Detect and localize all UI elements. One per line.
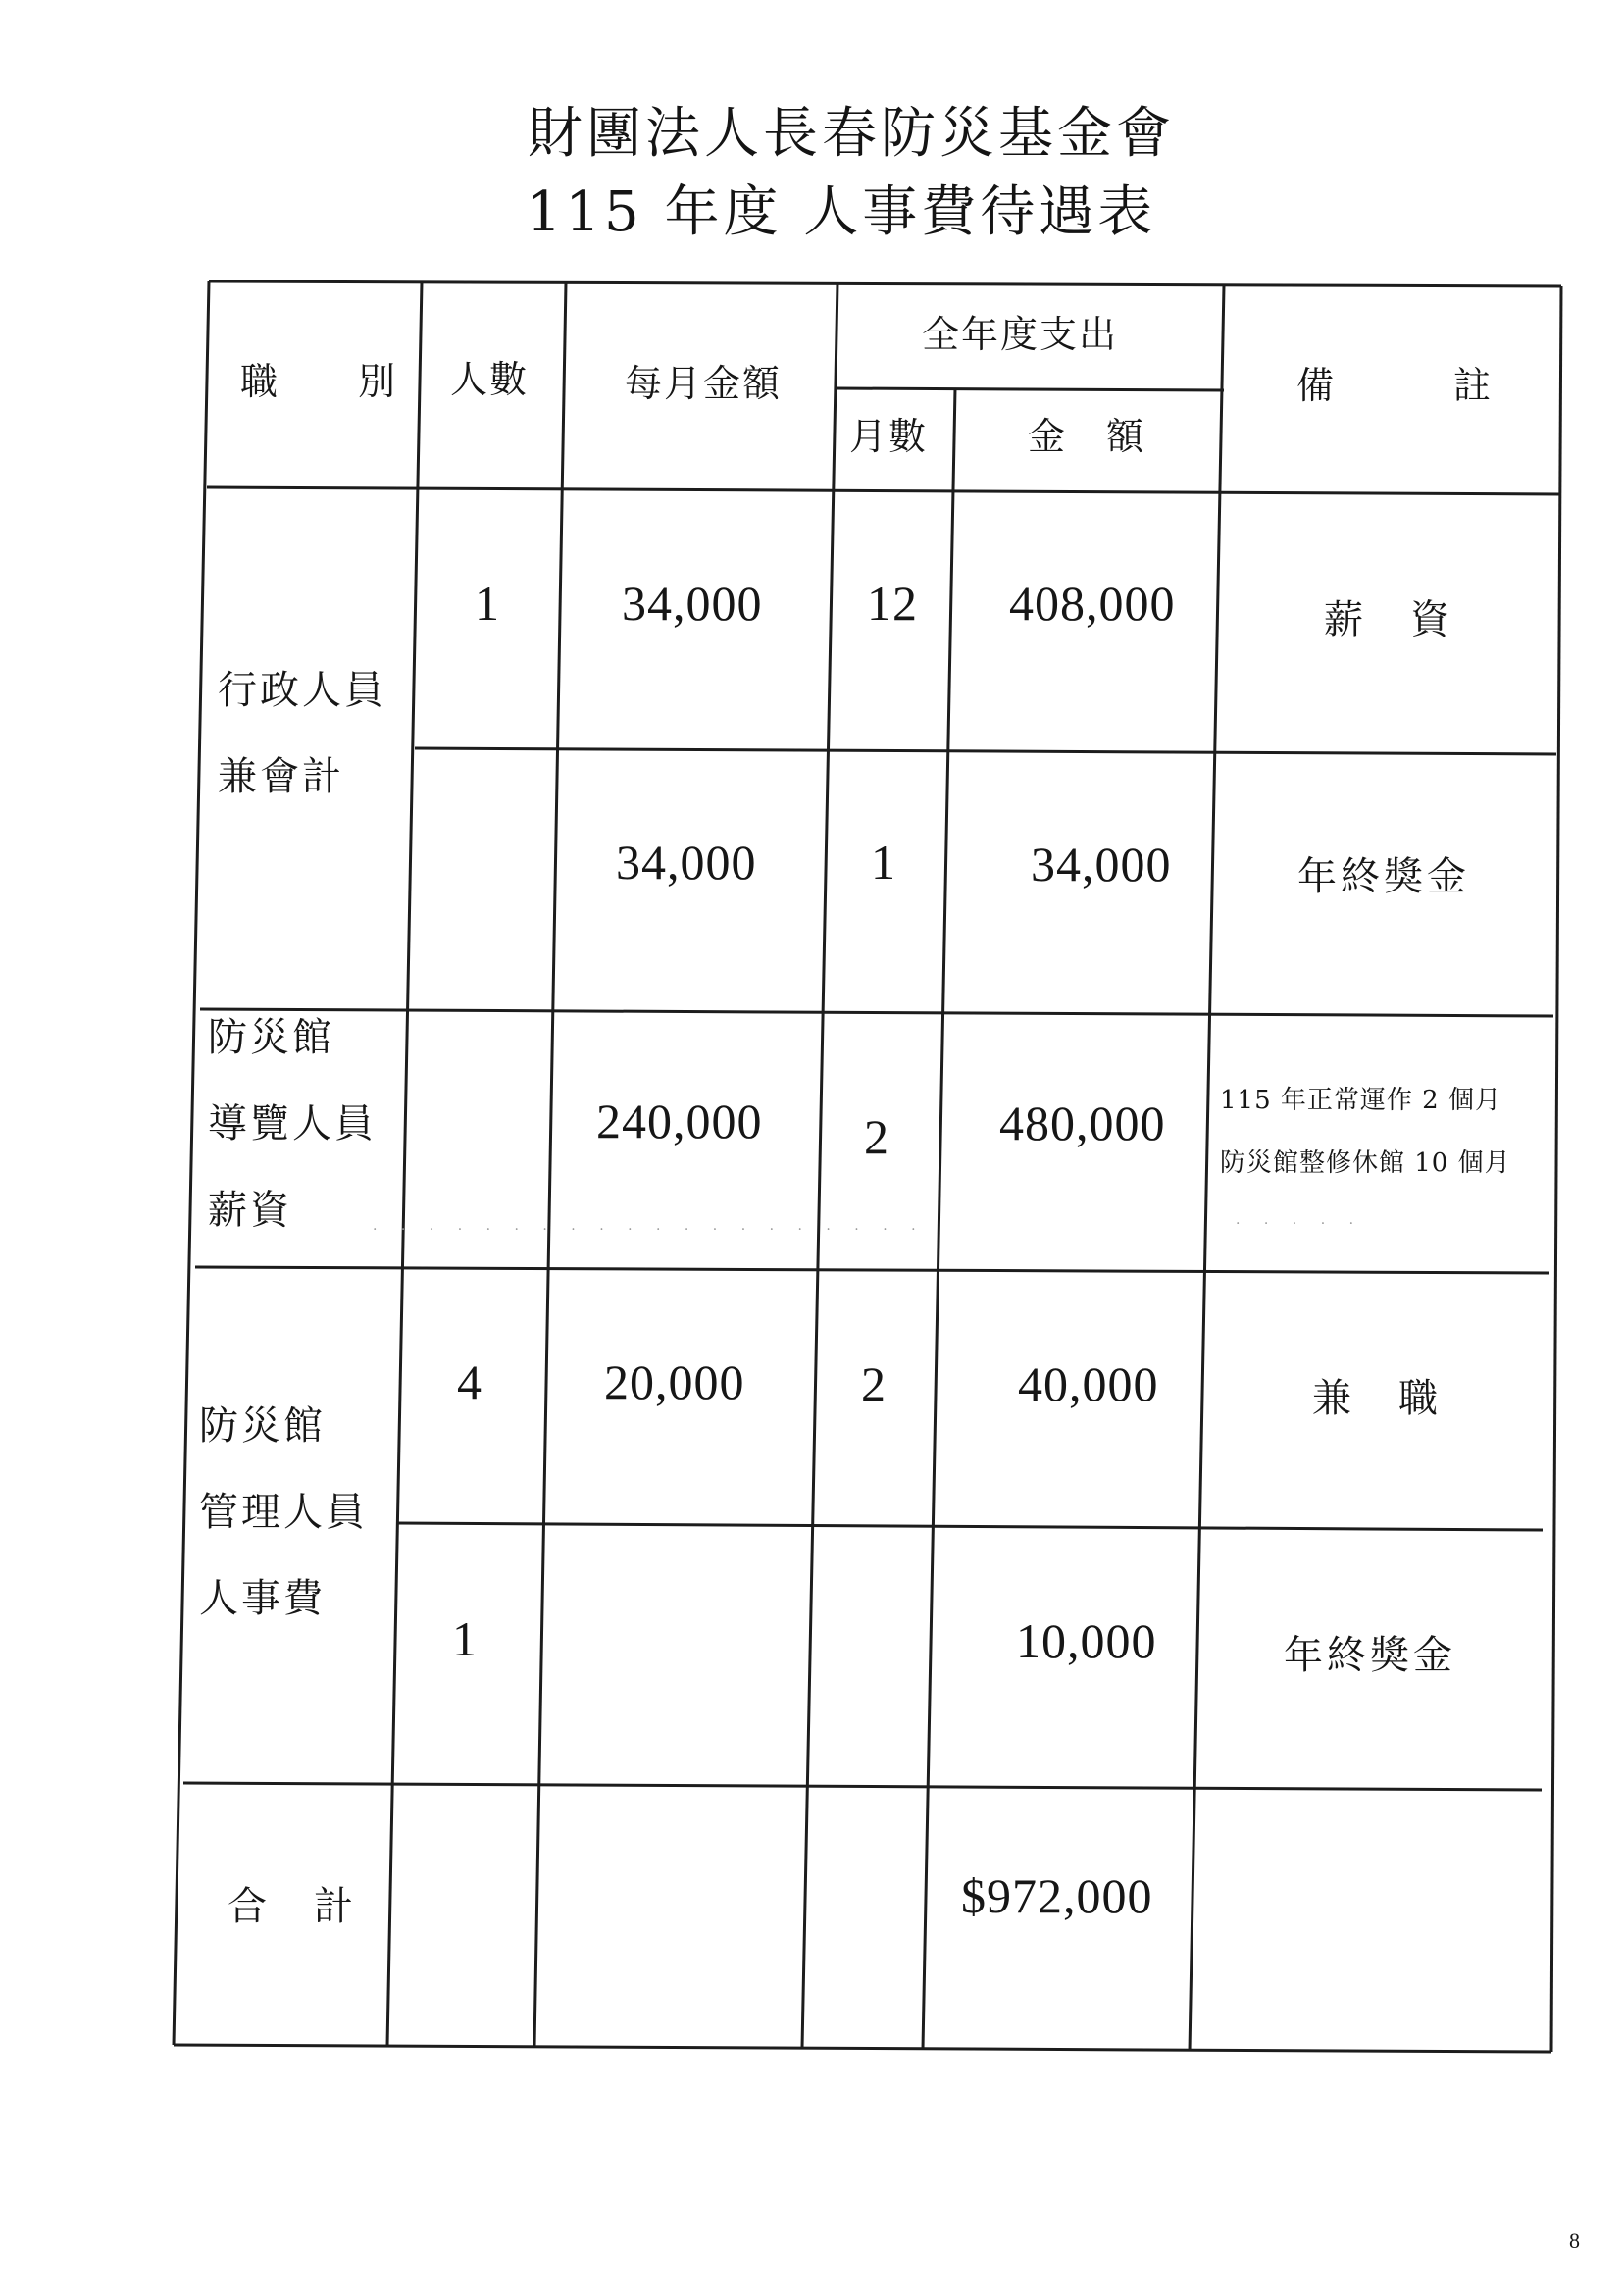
row-label-manager [199,1383,368,1642]
col-line-2 [534,282,566,2047]
total-label: 合 計 [228,1884,357,1929]
document-subtitle: 115 年度 人事費待遇表 [526,180,1157,244]
table-border-right [1551,286,1561,2052]
row-label-line: 行政人員 [218,668,386,713]
admin-bonus-months: 1 [871,835,896,890]
admin-amount: 408,000 [1009,576,1176,631]
manager-monthly-amount: 20,000 [604,1354,745,1409]
row-label-line: 兼會計 [218,754,344,799]
table-border-left [174,281,209,2045]
row-label-line: 管理人員 [199,1490,368,1535]
col-line-3 [802,283,837,2048]
admin-headcount: 1 [475,576,500,631]
manager-headcount: 4 [457,1354,482,1409]
admin-monthly-amount: 34,000 [622,576,763,631]
manager-bonus-remark: 年終獎金 [1284,1633,1456,1678]
header-headcount: 人數 [450,358,530,401]
row-line-4 [195,1267,1549,1273]
row-line-6 [183,1783,1542,1790]
admin-bonus-amount: 34,000 [1031,837,1172,891]
manager-bonus-headcount: 1 [452,1611,478,1666]
manager-months: 2 [861,1356,887,1411]
row-line-1 [207,487,1559,494]
total-amount: $972,000 [961,1868,1153,1923]
row-label-line: 防災館 [208,1015,334,1060]
guide-amount: 480,000 [999,1095,1166,1150]
header-subline [836,388,1224,390]
guide-remark [1220,1069,1511,1195]
row-label-line: 人事費 [199,1576,326,1621]
row-line-3 [200,1009,1553,1016]
manager-amount: 40,000 [1018,1356,1159,1411]
table-border-top [209,281,1561,286]
guide-remark-line: 115 年正常運作 2 個月 [1220,1086,1501,1115]
col-line-4 [923,388,955,2049]
guide-monthly-amount: 240,000 [596,1094,763,1148]
row-label-line: 防災館 [199,1403,326,1449]
admin-bonus-remark: 年終獎金 [1297,854,1470,899]
admin-months: 12 [867,576,918,631]
row-label-guide [208,994,377,1253]
col-line-1 [387,281,422,2046]
guide-months: 2 [864,1109,889,1164]
header-remarks: 備 註 [1296,364,1494,407]
scan-speckle: · · · · · · · · · · · · · · · · · · · · [373,1222,926,1238]
row-label-admin [218,647,386,820]
row-line-2 [415,748,1556,754]
guide-remark-line: 防災館整修休館 10 個月 [1220,1148,1511,1178]
header-months: 月數 [849,415,929,458]
manager-remark: 兼 職 [1312,1376,1442,1421]
row-label-line: 薪資 [208,1188,292,1233]
manager-bonus-amount: 10,000 [1016,1613,1157,1668]
header-position: 職 別 [240,360,398,403]
document-title: 財團法人長春防災基金會 [528,102,1175,166]
admin-bonus-monthly-amount: 34,000 [616,835,757,890]
row-label-line: 導覽人員 [208,1101,377,1146]
header-amount: 金 額 [1028,415,1146,458]
col-line-5 [1190,285,1224,2051]
page-number: 8 [1569,2228,1580,2253]
header-annual-expense: 全年度支出 [922,313,1119,356]
scan-speckle: · · · · · [1236,1216,1364,1232]
table-border-bottom [174,2045,1551,2052]
header-monthly-amount: 每月金額 [625,362,783,405]
admin-remark: 薪 資 [1324,597,1453,642]
row-line-5 [396,1523,1543,1530]
